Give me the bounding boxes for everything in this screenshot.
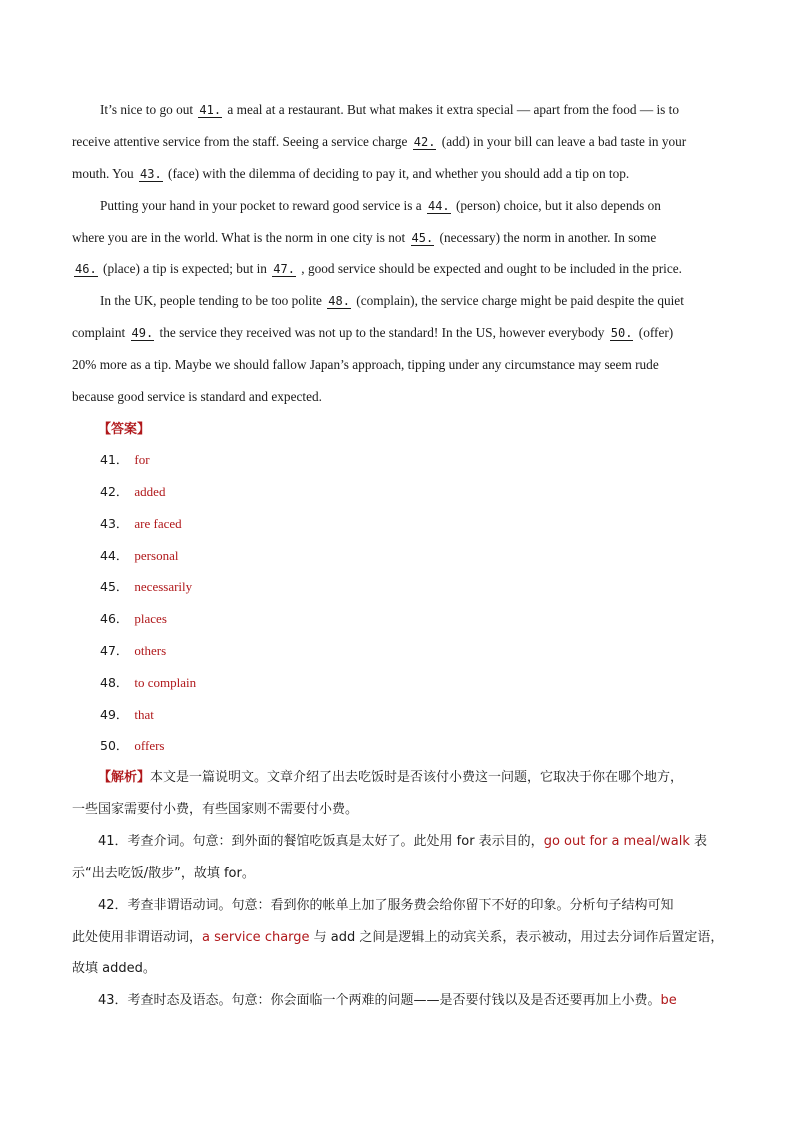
blank-41[interactable]: 41. [199, 103, 222, 117]
passage-line: It’s nice to go out 41. a meal at a restaurant. But what makes it extra special — apart from the food — is to [100, 102, 679, 117]
answers-heading: 【答案】 [98, 422, 151, 437]
answer-item: 47． others [100, 643, 167, 658]
answer-item: 43． are faced [100, 516, 182, 531]
blank-45[interactable]: 45. [411, 231, 434, 245]
blank-47[interactable]: 47. [273, 262, 295, 276]
passage-line: receive attentive service from the staff. Seeing a service charge 42. (add) in your bill can leave a bad taste in your [72, 134, 687, 149]
analysis-q41: 41．考查介词。句意：到外面的餐馆吃饭真是太好了。此处用 for 表示目的，go out for a meal/walk 表 [98, 834, 708, 849]
analysis-q42: 42．考查非谓语动词。句意：看到你的帐单上加了服务费会给你留下不好的印象。分析句子结构可知 [98, 898, 674, 913]
passage-line: 46. (place) a tip is expected; but in 47. , good service should be expected and ought to be included in the price. [75, 261, 682, 276]
answer-item: 48． to complain [100, 675, 197, 690]
blank-48[interactable]: 48. [328, 294, 350, 308]
passage-line: 20% more as a tip. Maybe we should fallow Japan’s approach, tipping under any circumstance may seem rude [72, 357, 659, 372]
answer-item: 45． necessarily [100, 579, 193, 594]
answer-item: 49． that [100, 707, 154, 722]
passage-line: In the UK, people tending to be too polite 48. (complain), the service charge might be paid despite the quiet [100, 293, 684, 308]
answer-item: 46． places [100, 611, 167, 626]
analysis-q42: 此处使用非谓语动词，a service charge 与 add 之间是逻辑上的动宾关系，表示被动，用过去分词作后置定语， [72, 930, 724, 945]
blank-49[interactable]: 49. [131, 326, 154, 340]
answer-item: 41． for [100, 452, 150, 467]
analysis-intro-line: 【解析】本文是一篇说明文。文章介绍了出去吃饭时是否该付小费这一问题，它取决于你在哪个地方， [98, 770, 684, 785]
analysis-q43: 43．考查时态及语态。句意：你会面临一个两难的问题——是否要付钱以及是否还要再加上小费。be [98, 993, 677, 1008]
blank-46[interactable]: 46. [75, 262, 97, 276]
passage-line: complaint 49. the service they received was not up to the standard! In the US, however everybody 50. (offer) [72, 325, 674, 340]
analysis-intro-line: 一些国家需要付小费，有些国家则不需要付小费。 [72, 802, 359, 817]
blank-50[interactable]: 50. [610, 326, 633, 340]
blank-43[interactable]: 43. [140, 167, 162, 181]
passage-line: because good service is standard and expected. [72, 389, 322, 404]
analysis-q42: 故填 added。 [72, 961, 156, 976]
blank-42[interactable]: 42. [413, 135, 436, 149]
passage-line: mouth. You 43. (face) with the dilemma of deciding to pay it, and whether you should add a tip on top. [72, 166, 630, 181]
blank-44[interactable]: 44. [427, 199, 450, 213]
answer-item: 50． offers [100, 738, 165, 753]
answer-item: 42． added [100, 484, 166, 499]
analysis-q41: 示“出去吃饭/散步”，故填 for。 [72, 866, 255, 881]
passage-line: Putting your hand in your pocket to reward good service is a 44. (person) choice, but it also depends on [100, 198, 661, 213]
passage-line: where you are in the world. What is the norm in one city is not 45. (necessary) the norm in another. In some [72, 230, 657, 245]
answer-item: 44． personal [100, 548, 179, 563]
